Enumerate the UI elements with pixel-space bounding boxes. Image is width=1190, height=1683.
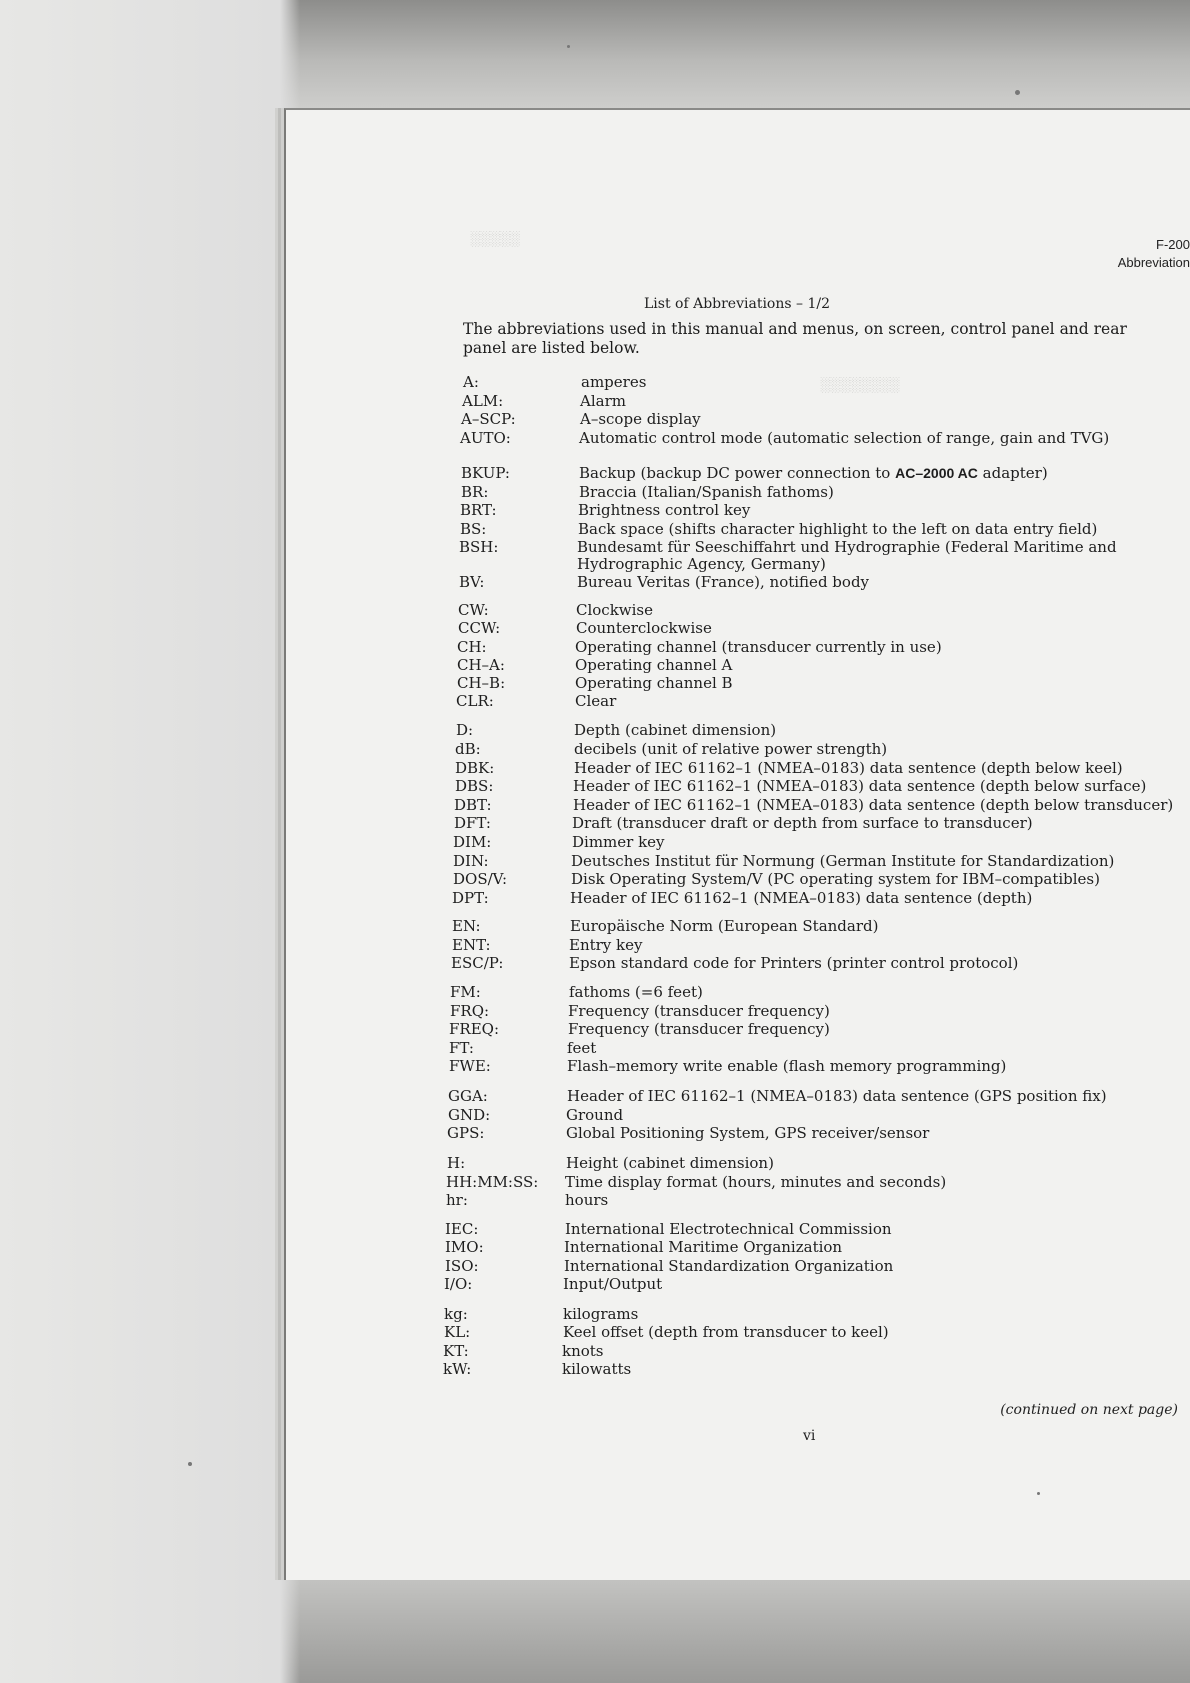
- abbreviation-definition: [567, 1058, 1006, 1075]
- scan-speck: [1015, 90, 1020, 95]
- abbreviation-definition: [573, 797, 1173, 814]
- abbreviation-definition: [566, 1107, 623, 1124]
- definition-text: Braccia (Italian/Spanish fathoms): [579, 483, 834, 501]
- definition-text: kilograms: [563, 1305, 639, 1323]
- abbreviation-term: HH:MM:SS:: [446, 1173, 539, 1191]
- abbreviation-definition: [571, 853, 1114, 870]
- definition-text: Ground: [566, 1106, 624, 1124]
- definition-text: Deutsches Institut für Normung (German Institute for Standardization): [571, 852, 1115, 870]
- abbreviation-definition: [565, 1221, 892, 1238]
- definition-text: knots: [562, 1342, 604, 1360]
- definition-text: A–scope display: [580, 410, 701, 428]
- abbreviation-term: BKUP:: [461, 464, 510, 482]
- definition-continuation: Hydrographic Agency, Germany): [577, 555, 826, 573]
- definition-text: Brightness control key: [578, 501, 751, 519]
- abbreviation-definition: [573, 778, 1146, 795]
- abbreviation-definition: [569, 984, 703, 1001]
- abbreviation-definition: [565, 1174, 946, 1191]
- abbreviation-definition: [568, 1003, 830, 1020]
- definition-text: Epson standard code for Printers (printer control protocol): [569, 954, 1019, 972]
- definition-text: Input/Output: [563, 1275, 663, 1293]
- scan-speck: [567, 45, 570, 48]
- abbreviation-definition: [563, 1324, 889, 1341]
- abbreviation-definition: [578, 502, 750, 519]
- definition-text: Backup (backup DC power connection to: [579, 464, 891, 482]
- abbreviation-term: CH–A:: [457, 656, 505, 674]
- definition-text: Bureau Veritas (France), notified body: [577, 573, 870, 591]
- abbreviation-term: ISO:: [445, 1257, 479, 1275]
- abbreviation-term: ESC/P:: [451, 954, 504, 972]
- bleed-through-2: ░░░░░░░░: [820, 376, 900, 392]
- definition-text: Header of IEC 61162–1 (NMEA–0183) data sentence (depth below keel): [574, 759, 1123, 777]
- abbreviation-term: BR:: [461, 483, 489, 501]
- definition-text: Operating channel (transducer currently in use): [575, 638, 942, 656]
- abbreviation-term: DPT:: [452, 889, 489, 907]
- abbreviation-term: ALM:: [462, 392, 504, 410]
- abbreviation-definition: [574, 760, 1123, 777]
- abbreviation-term: kg:: [444, 1305, 468, 1323]
- abbreviation-definition: [570, 890, 1032, 907]
- definition-text: International Standardization Organization: [564, 1257, 894, 1275]
- definition-text: Keel offset (depth from transducer to keel): [563, 1323, 889, 1341]
- intro-line: The abbreviations used in this manual and menus, on screen, control panel and rear: [463, 320, 1127, 338]
- abbreviation-term: kW:: [443, 1360, 472, 1378]
- abbreviation-definition: [580, 411, 701, 428]
- abbreviation-definition: [563, 1276, 662, 1293]
- definition-text: International Maritime Organization: [564, 1238, 843, 1256]
- abbreviation-term: KT:: [443, 1342, 469, 1360]
- definition-bold-text: AC–2000 AC: [895, 465, 978, 481]
- abbreviation-term: DBT:: [454, 796, 492, 814]
- page-title: List of Abbreviations – 1/2: [643, 296, 830, 312]
- abbreviation-definition: [568, 1021, 830, 1038]
- definition-text: Back space (shifts character highlight to the left on data entry field): [578, 520, 1098, 538]
- abbreviation-definition: [569, 937, 643, 954]
- abbreviation-term: FM:: [450, 983, 481, 1001]
- abbreviation-definition: [564, 1239, 842, 1256]
- abbreviation-definition: [575, 675, 733, 692]
- abbreviation-definition: [578, 521, 1097, 538]
- header-model: F-200: [1156, 237, 1190, 252]
- definition-text: Alarm: [580, 392, 626, 410]
- abbreviation-definition: [563, 1306, 638, 1323]
- intro-paragraph: [463, 320, 1190, 358]
- abbreviation-definition: [576, 602, 653, 619]
- definition-text: Automatic control mode (automatic selection of range, gain and TVG): [579, 429, 1110, 447]
- definition-text: Header of IEC 61162–1 (NMEA–0183) data sentence (depth below surface): [573, 777, 1147, 795]
- abbreviation-term: BS:: [460, 520, 487, 538]
- abbreviation-term: hr:: [446, 1191, 468, 1209]
- definition-text: Bundesamt für Seeschiffahrt und Hydrographie (Federal Maritime and: [577, 538, 1117, 556]
- definition-text: Flash–memory write enable (flash memory programming): [567, 1057, 1007, 1075]
- abbreviation-definition: [564, 1258, 893, 1275]
- abbreviation-definition: [579, 465, 1048, 482]
- running-header: [1118, 236, 1190, 272]
- abbreviation-definition: [576, 620, 712, 637]
- definition-text: hours: [565, 1191, 609, 1209]
- abbreviation-term: DBK:: [455, 759, 495, 777]
- abbreviation-term: CW:: [458, 601, 489, 619]
- abbreviation-term: DIM:: [453, 833, 492, 851]
- abbreviation-definition: [579, 430, 1109, 447]
- abbreviation-term: FRQ:: [450, 1002, 490, 1020]
- definition-text: Height (cabinet dimension): [566, 1154, 774, 1172]
- abbreviation-definition: [574, 722, 776, 739]
- abbreviation-definition: [579, 484, 834, 501]
- abbreviation-definition: [577, 574, 869, 591]
- abbreviation-term: CLR:: [456, 692, 494, 710]
- abbreviation-definition: [562, 1343, 604, 1360]
- definition-text: Frequency (transducer frequency): [568, 1020, 830, 1038]
- definition-text: amperes: [581, 373, 647, 391]
- abbreviation-term: KL:: [444, 1323, 471, 1341]
- definition-text: fathoms (=6 feet): [569, 983, 703, 1001]
- definition-text: Europäische Norm (European Standard): [570, 917, 879, 935]
- abbreviation-definition: [575, 639, 942, 656]
- abbreviation-definition: [566, 1155, 774, 1172]
- abbreviation-term: IMO:: [445, 1238, 484, 1256]
- abbreviation-term: CH–B:: [457, 674, 506, 692]
- definition-text: Header of IEC 61162–1 (NMEA–0183) data sentence (depth below transducer): [573, 796, 1174, 814]
- abbreviation-term: GND:: [448, 1106, 491, 1124]
- abbreviation-definition: [566, 1125, 929, 1142]
- abbreviation-term: DBS:: [455, 777, 494, 795]
- scan-speck: [188, 1462, 192, 1466]
- abbreviation-term: DFT:: [454, 814, 491, 832]
- abbreviation-term: FWE:: [449, 1057, 491, 1075]
- abbreviation-term: FREQ:: [449, 1020, 500, 1038]
- definition-text: Operating channel B: [575, 674, 733, 692]
- abbreviation-term: CCW:: [458, 619, 501, 637]
- abbreviation-definition: [572, 815, 1033, 832]
- definition-text: International Electrotechnical Commission: [565, 1220, 892, 1238]
- abbreviation-definition: [577, 539, 1117, 556]
- definition-text: Time display format (hours, minutes and seconds): [565, 1173, 947, 1191]
- definition-text: Dimmer key: [572, 833, 665, 851]
- abbreviation-term: FT:: [449, 1039, 474, 1057]
- definition-text: Frequency (transducer frequency): [568, 1002, 830, 1020]
- definition-text: feet: [567, 1039, 597, 1057]
- abbreviation-definition: [581, 374, 646, 391]
- abbreviation-term: IEC:: [445, 1220, 479, 1238]
- abbreviation-term: DIN:: [453, 852, 489, 870]
- abbreviation-definition: [562, 1361, 631, 1378]
- abbreviation-term: BV:: [459, 573, 485, 591]
- definition-text: Header of IEC 61162–1 (NMEA–0183) data sentence (depth): [570, 889, 1033, 907]
- abbreviation-definition: [575, 657, 732, 674]
- abbreviation-term: BRT:: [460, 501, 497, 519]
- abbreviation-definition: [580, 393, 626, 410]
- abbreviation-term: DOS/V:: [453, 870, 508, 888]
- abbreviation-definition: [565, 1192, 608, 1209]
- definition-text: Draft (transducer draft or depth from surface to transducer): [572, 814, 1033, 832]
- abbreviation-definition: [570, 918, 878, 935]
- abbreviation-term: GGA:: [448, 1087, 488, 1105]
- abbreviation-term: EN:: [452, 917, 481, 935]
- definition-text: Clear: [575, 692, 617, 710]
- abbreviation-term: A–SCP:: [461, 410, 516, 428]
- definition-tail-text: adapter): [982, 464, 1048, 482]
- definition-text: kilowatts: [562, 1360, 632, 1378]
- abbreviation-definition: [574, 741, 887, 758]
- abbreviation-definition: [575, 693, 616, 710]
- abbreviation-term: AUTO:: [460, 429, 511, 447]
- abbreviation-term: ENT:: [452, 936, 491, 954]
- definition-text: Operating channel A: [575, 656, 733, 674]
- header-section: Abbreviation: [1117, 255, 1190, 270]
- definition-text: Disk Operating System/V (PC operating system for IBM–compatibles): [571, 870, 1100, 888]
- abbreviation-definition: [567, 1040, 596, 1057]
- page-number: vi: [803, 1428, 816, 1444]
- continued-text: continued on next page: [1005, 1402, 1173, 1418]
- background-left: [0, 0, 300, 1683]
- definition-text: Counterclockwise: [576, 619, 712, 637]
- continued-note: (continued on next page): [1000, 1402, 1178, 1418]
- definition-text: decibels (unit of relative power strength): [574, 740, 888, 758]
- abbreviation-term: A:: [463, 373, 479, 391]
- scan-speck: [1037, 1492, 1040, 1495]
- definition-text: Depth (cabinet dimension): [574, 721, 777, 739]
- intro-line: panel are listed below.: [463, 339, 640, 357]
- abbreviation-definition: [572, 834, 665, 851]
- definition-text: Global Positioning System, GPS receiver/sensor: [566, 1124, 930, 1142]
- abbreviation-term: H:: [447, 1154, 466, 1172]
- abbreviation-term: D:: [456, 721, 474, 739]
- abbreviation-term: BSH:: [459, 538, 499, 556]
- abbreviation-definition: [571, 871, 1100, 888]
- definition-text: Entry key: [569, 936, 643, 954]
- definition-text: Header of IEC 61162–1 (NMEA–0183) data sentence (GPS position fix): [567, 1087, 1107, 1105]
- abbreviation-term: CH:: [457, 638, 487, 656]
- abbreviation-definition: [569, 955, 1018, 972]
- abbreviation-term: I/O:: [444, 1275, 473, 1293]
- definition-text: Clockwise: [576, 601, 654, 619]
- bleed-through-1: ░░░░░: [470, 230, 520, 246]
- abbreviation-definition: [567, 1088, 1107, 1105]
- abbreviation-term: GPS:: [447, 1124, 485, 1142]
- abbreviation-term: dB:: [455, 740, 481, 758]
